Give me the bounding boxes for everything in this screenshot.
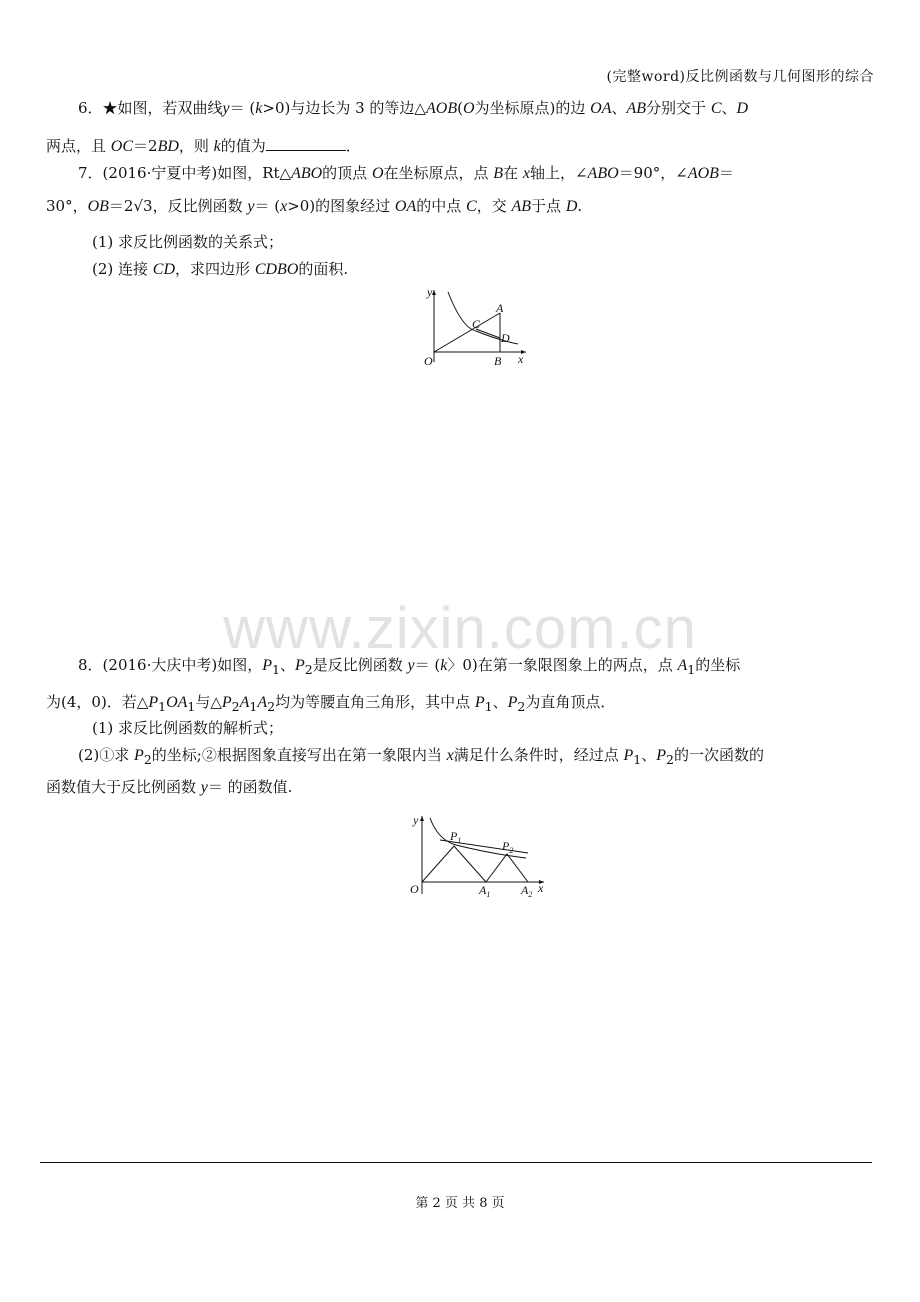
y-axis-arrow-icon — [432, 290, 436, 295]
q8-text: 的坐标;②根据图象直接写出在第一象限内当 — [151, 746, 447, 764]
q7-text: ＝90°，∠ — [618, 164, 688, 182]
q8-line-1 — [78, 655, 874, 680]
q7-text: 30°， — [46, 197, 88, 215]
label-y: y — [427, 285, 433, 299]
q7-var: O — [371, 165, 384, 182]
q8-diagram — [402, 810, 552, 902]
q6-var: AOB — [425, 100, 458, 117]
q8-text: 、 — [492, 693, 508, 711]
q8-figure — [402, 810, 552, 902]
q8-sub: 2 — [267, 699, 276, 714]
q7-var: B — [493, 165, 504, 182]
q6-var: OA — [590, 100, 612, 117]
q7-var: x — [522, 165, 530, 182]
q6-text: 6．★如图，若双曲线 — [78, 99, 223, 117]
q8-text: ＝ 的函数值. — [207, 778, 293, 796]
q6-var: y — [222, 100, 230, 117]
q8-sub: 1 — [271, 662, 280, 677]
q6-text: 、 — [721, 99, 737, 117]
q6-text: 分别交于 — [646, 99, 711, 117]
q6-text: 为坐标原点)的边 — [474, 99, 591, 117]
q8-var: P — [294, 657, 305, 674]
q8-line-2 — [46, 692, 874, 717]
q8-var: P — [474, 694, 485, 711]
q6-var: k — [255, 100, 263, 117]
label-a1: $A_1$ — [479, 883, 491, 899]
q7-text: 的中点 — [416, 197, 467, 215]
q7-diagram — [418, 284, 530, 370]
q7-text: 在 — [503, 164, 523, 182]
q6-text: ，则 — [178, 137, 214, 155]
q6-text: ＝ ( — [229, 99, 256, 117]
label-x: x — [538, 881, 544, 895]
q8-text: 8．(2016·大庆中考)如图， — [78, 656, 263, 674]
q8-text: 、 — [279, 656, 295, 674]
q8-var: k — [440, 657, 448, 674]
q7-var: y — [247, 198, 255, 215]
q8-text: 与△ — [195, 693, 222, 711]
q7-var: OA — [394, 198, 417, 215]
label-d: D — [501, 331, 510, 345]
label-x: x — [518, 352, 524, 366]
q8-text: 〉0)在第一象限图象上的两点，点 — [447, 656, 678, 674]
q8-text: 是反比例函数 — [312, 656, 408, 674]
q7-figure — [418, 284, 530, 370]
q8-var: P — [134, 747, 144, 764]
q8-text: ＝ ( — [414, 656, 441, 674]
q8-var: P — [221, 694, 232, 711]
q8-text: 为(4，0)．若△ — [46, 693, 149, 711]
q8-var: P — [148, 694, 159, 711]
document-header: (完整word)反比例函数与几何图形的综合 — [606, 69, 874, 85]
q7-var: CD — [152, 261, 176, 278]
q8-var: P — [623, 747, 634, 764]
q6-line-2 — [46, 136, 874, 157]
triangle-p2-a1-a2 — [486, 854, 528, 882]
q8-text: 满足什么条件时，经过点 — [453, 746, 624, 764]
q8-text: 、 — [641, 746, 657, 764]
triangle-p1-o-a1 — [422, 846, 486, 882]
q7-text: ，求四边形 — [175, 260, 255, 278]
q7-var: AB — [511, 198, 532, 215]
q7-var: C — [466, 198, 477, 215]
q6-var: k — [213, 138, 221, 155]
q8-text: 的一次函数的 — [673, 746, 764, 764]
q8-var: A — [239, 694, 250, 711]
y-axis-arrow-icon — [420, 816, 424, 821]
q8-part-1: (1) 求反比例函数的解析式； — [92, 719, 284, 737]
q7-text: 7．(2016·宁夏中考)如图，Rt△ — [78, 164, 292, 182]
q8-text: 函数值大于反比例函数 — [46, 778, 201, 796]
q8-var: y — [200, 779, 208, 796]
q8-sub: 1 — [484, 699, 493, 714]
q8-part-2-cont — [46, 777, 874, 798]
q8-sub: 1 — [633, 752, 642, 767]
q7-text: 的顶点 — [322, 164, 372, 182]
label-p2: $P_2$ — [502, 839, 514, 855]
q8-sub: 2 — [143, 752, 152, 767]
q7-var: x — [280, 198, 288, 215]
q8-sub: 1 — [187, 699, 196, 714]
q7-var: ABO — [587, 165, 619, 182]
q7-line-2 — [46, 196, 874, 217]
q6-text: 两点，且 — [46, 137, 111, 155]
q8-text: 均为等腰直角三角形，其中点 — [275, 693, 475, 711]
q7-text: ＝ ( — [254, 197, 281, 215]
q7-text: 的面积. — [298, 260, 349, 278]
segment-oa — [434, 313, 500, 352]
q7-var: AOB — [687, 165, 719, 182]
q7-line-1 — [78, 163, 874, 184]
label-a2: $A_2$ — [521, 883, 533, 899]
q8-sub: 1 — [158, 699, 167, 714]
q7-text: 在坐标原点，点 — [383, 164, 494, 182]
q7-var: ABO — [291, 165, 323, 182]
q7-text: ＝ — [718, 164, 734, 182]
label-y: y — [413, 813, 419, 827]
q6-var: O — [462, 100, 475, 117]
q8-var: P — [262, 657, 272, 674]
q8-part-2 — [78, 745, 874, 770]
q6-var: OC — [110, 138, 134, 155]
q7-var: CDBO — [254, 261, 299, 278]
q8-sub: 2 — [666, 752, 674, 767]
q6-var: C — [710, 100, 722, 117]
label-o: O — [424, 354, 433, 368]
q6-text: ． — [345, 137, 361, 155]
q6-var: BD — [157, 138, 179, 155]
q6-text: 、 — [611, 99, 627, 117]
q6-var: D — [736, 100, 749, 117]
q8-var: A — [257, 694, 268, 711]
watermark: www.zixin.com.cn — [223, 596, 697, 661]
q7-text: 于点 — [531, 197, 566, 215]
q6-text: 的值为 — [220, 137, 266, 155]
q7-text: ＝2√3，反比例函数 — [108, 197, 248, 215]
q6-var: AB — [626, 100, 647, 117]
label-a: A — [496, 301, 504, 315]
label-o: O — [410, 882, 419, 896]
q7-var: D — [565, 198, 578, 215]
answer-blank[interactable] — [266, 136, 346, 151]
q8-var: A — [677, 657, 688, 674]
q7-text: . — [577, 197, 583, 215]
q6-text: ＝2 — [133, 137, 158, 155]
label-b: B — [494, 354, 502, 368]
q8-var: x — [446, 747, 454, 764]
q8-var: P — [656, 747, 667, 764]
q7-text: (2) 连接 — [92, 260, 153, 278]
q8-var: OA — [166, 694, 188, 711]
q8-var: y — [407, 657, 415, 674]
label-c: C — [472, 317, 481, 331]
q7-var: OB — [87, 198, 109, 215]
q8-sub: 1 — [687, 662, 696, 677]
q8-sub: 2 — [231, 699, 240, 714]
q8-var: P — [507, 694, 518, 711]
label-p1: $P_1$ — [450, 829, 462, 845]
footer-divider — [40, 1162, 872, 1163]
q7-part-1: (1) 求反比例函数的关系式； — [92, 233, 284, 251]
q7-part-2 — [92, 259, 874, 280]
q8-text: (2)①求 — [78, 746, 135, 764]
q6-line-1 — [78, 98, 874, 119]
page-number: 第 2 页 共 8 页 — [415, 1196, 505, 1211]
q7-text: ，交 — [476, 197, 512, 215]
q7-text: >0)的图象经过 — [287, 197, 395, 215]
q8-sub: 2 — [517, 699, 526, 714]
q8-sub: 2 — [304, 662, 313, 677]
q7-text: 轴上，∠ — [529, 164, 588, 182]
q8-text: 为直角顶点． — [525, 693, 616, 711]
q6-text: >0)与边长为 3 的等边△ — [262, 99, 426, 117]
q6-text: ( — [457, 99, 463, 117]
q8-sub: 1 — [249, 699, 258, 714]
q8-text: 的坐标 — [695, 656, 741, 674]
